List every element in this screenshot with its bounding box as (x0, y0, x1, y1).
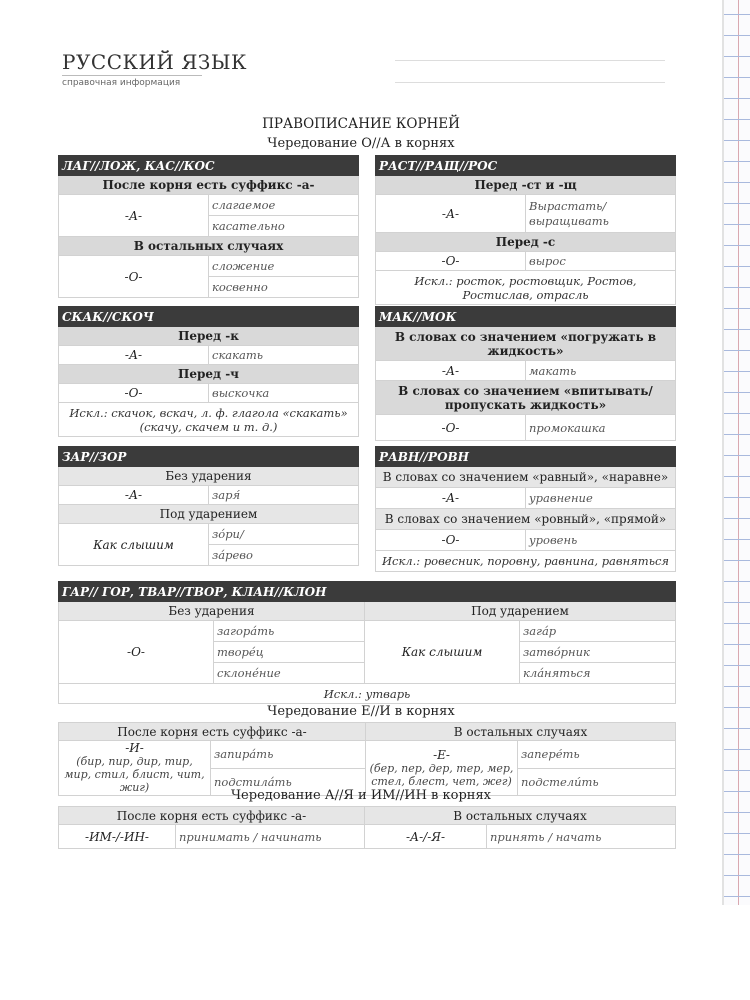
notebook-rule-line (724, 560, 750, 561)
notebook-rule-line (724, 623, 750, 624)
section-title-ei: Чередование Е//И в корнях (267, 704, 455, 719)
rule-condition: Перед -ч (59, 365, 359, 384)
vowel-label: -О- (376, 252, 526, 271)
example-word: вырос (526, 252, 676, 271)
example-word: запере́ть (518, 741, 676, 769)
notebook-rule-line (724, 476, 750, 477)
rule-condition: В остальных случаях (366, 723, 676, 741)
notebook-rule-line (724, 392, 750, 393)
example-word: сложение (209, 256, 359, 277)
vowel-label: -О- (376, 415, 526, 441)
section-title-oa: Чередование О//А в корнях (267, 136, 455, 151)
example-word: скакать (209, 346, 359, 365)
example-word: принимать / начинать (176, 825, 365, 849)
exceptions-note: Искл.: утварь (59, 684, 676, 704)
rule-condition: В словах со значением «ровный», «прямой» (376, 509, 676, 530)
rule-condition: В словах со значением «впитывать/ пропускать жидкость» (376, 381, 676, 415)
vowel-label: -И- (бир, пир, дир, тир, мир, стил, блист, чит, жиг) (59, 741, 211, 796)
notebook-rule-line (724, 665, 750, 666)
vowel-label: Как слышим (365, 621, 520, 684)
notebook-rule-line (724, 581, 750, 582)
vowel-label: -А- (59, 346, 209, 365)
example-word: макать (526, 361, 676, 381)
vowel-label: -А- (376, 488, 526, 509)
example-word: загорáть (214, 621, 365, 642)
notebook-rule-line (724, 245, 750, 246)
rule-condition: В словах со значением «равный», «наравне» (376, 467, 676, 488)
note-line (395, 82, 665, 83)
main-title: ПРАВОПИСАНИЕ КОРНЕЙ (262, 116, 460, 132)
rule-condition: В словах со значением «погружать в жидкость» (376, 327, 676, 361)
notebook-rule-line (724, 203, 750, 204)
example-word: заря́ (209, 486, 359, 505)
table-a-ya-im-in (58, 806, 676, 849)
notebook-rule-line (724, 602, 750, 603)
section-title-a-ya: Чередование А//Я и ИМ//ИН в корнях (231, 788, 491, 803)
vowel-label: -О- (59, 621, 214, 684)
vowel-label: Как слышим (59, 524, 209, 566)
example-word: зáрево (209, 545, 359, 566)
example-word: затвóрник (520, 642, 676, 663)
notebook-rule-line (724, 539, 750, 540)
rule-condition: В остальных случаях (59, 237, 359, 256)
notebook-rule-line (724, 770, 750, 771)
table-lag-lozh (58, 155, 359, 298)
rule-condition: Под ударением (365, 602, 676, 621)
notebook-rule-line (724, 98, 750, 99)
example-word: склонéние (214, 663, 365, 684)
note-line (395, 60, 665, 61)
vowel-label: -А-/-Я- (365, 825, 487, 849)
notebook-rule-line (724, 707, 750, 708)
notebook-rule-line (724, 749, 750, 750)
table-rast-ros (375, 155, 676, 305)
notebook-rule-line (724, 35, 750, 36)
notebook-rule-line (724, 371, 750, 372)
notebook-rule-line (724, 329, 750, 330)
table-heading: ЗАР//ЗОР (59, 447, 359, 467)
notebook-rule-line (724, 896, 750, 897)
notebook-rule-line (724, 14, 750, 15)
vowel-label: -А- (376, 195, 526, 233)
vowel-label: -А- (376, 361, 526, 381)
notebook-rule-line (724, 875, 750, 876)
notebook-rule-line (724, 854, 750, 855)
rule-condition: После корня есть суффикс -а- (59, 807, 365, 825)
vowel-label: -О- (59, 256, 209, 298)
notebook-rule-line (724, 308, 750, 309)
example-word: подстели́ть (518, 768, 676, 796)
exceptions-note: Искл.: скачок, вскач, л. ф. глагола «скакать» (скачу, скачем и т. д.) (59, 403, 359, 437)
example-word: слагаемое (209, 195, 359, 216)
table-heading: ЛАГ//ЛОЖ, КАС//КОС (59, 156, 359, 176)
example-word: подстилáть (211, 768, 366, 796)
vowel-label: -О- (59, 384, 209, 403)
table-heading: ГАР// ГОР, ТВАР//ТВОР, КЛАН//КЛОН (59, 582, 676, 602)
table-heading: РАВН//РОВН (376, 447, 676, 467)
rule-condition: В остальных случаях (365, 807, 676, 825)
notebook-rule-line (724, 56, 750, 57)
exceptions-note: Искл.: ровесник, поровну, равнина, равняться (376, 551, 676, 572)
header-rule (62, 75, 202, 76)
rule-condition: Без ударения (59, 602, 365, 621)
example-word: творéц (214, 642, 365, 663)
rule-condition: Под ударением (59, 505, 359, 524)
notebook-rule-line (724, 119, 750, 120)
vowel-label: -ИМ-/-ИН- (59, 825, 176, 849)
notebook-rule-line (724, 224, 750, 225)
example-word: принять / начать (487, 825, 676, 849)
table-skak-skoch (58, 306, 359, 437)
example-word: Вырастать/ выращивать (526, 195, 676, 233)
notebook-rule-line (724, 287, 750, 288)
example-word: клáняться (520, 663, 676, 684)
notebook-rule-line (724, 266, 750, 267)
example-word: косвенно (209, 277, 359, 298)
vowel-label: -Е- (бер, пер, дер, тер, мер, стел, блест, чет, жег) (366, 741, 518, 796)
page-subtitle: справочная информация (62, 78, 181, 88)
notebook-rule-line (724, 413, 750, 414)
rule-condition: Перед -к (59, 327, 359, 346)
table-mak-mok (375, 306, 676, 441)
table-heading: МАК//МОК (376, 307, 676, 327)
notebook-rule-line (724, 686, 750, 687)
notebook-rule-line (724, 791, 750, 792)
notebook-rule-line (724, 812, 750, 813)
vowel-label: -О- (376, 530, 526, 551)
notebook-rule-line (724, 161, 750, 162)
example-word: касательно (209, 216, 359, 237)
notebook-rule-line (724, 140, 750, 141)
notebook-rule-line (724, 77, 750, 78)
notebook-rule-line (724, 518, 750, 519)
example-word: промокашка (526, 415, 676, 441)
example-word: загáр (520, 621, 676, 642)
table-heading: РАСТ//РАЩ//РОС (376, 156, 676, 176)
example-word: уравнение (526, 488, 676, 509)
notebook-rule-line (724, 455, 750, 456)
table-heading: СКАК//СКОЧ (59, 307, 359, 327)
example-word: запирáть (211, 741, 366, 769)
exceptions-note: Искл.: росток, ростовщик, Ростов, Ростислав, отрасль (376, 271, 676, 305)
table-zar-zor (58, 446, 359, 566)
rule-condition: Перед -с (376, 233, 676, 252)
notebook-rule-line (724, 833, 750, 834)
notebook-rule-line (724, 728, 750, 729)
example-word: уровень (526, 530, 676, 551)
table-ravn-rovn (375, 446, 676, 572)
example-word: зóри/ (209, 524, 359, 545)
vowel-label: -А- (59, 195, 209, 237)
page-title: РУССКИЙ ЯЗЫК (62, 50, 248, 74)
notebook-rule-line (724, 434, 750, 435)
notebook-rule-line (724, 350, 750, 351)
notebook-rule-line (724, 644, 750, 645)
rule-condition: Перед -ст и -щ (376, 176, 676, 195)
rule-condition: После корня есть суффикс -а- (59, 176, 359, 195)
notebook-rule-line (724, 497, 750, 498)
vowel-label: -А- (59, 486, 209, 505)
notebook-rule-line (724, 182, 750, 183)
table-e-i (58, 722, 676, 796)
rule-condition: После корня есть суффикс -а- (59, 723, 366, 741)
table-gar-gor (58, 581, 676, 704)
rule-condition: Без ударения (59, 467, 359, 486)
example-word: выскочка (209, 384, 359, 403)
